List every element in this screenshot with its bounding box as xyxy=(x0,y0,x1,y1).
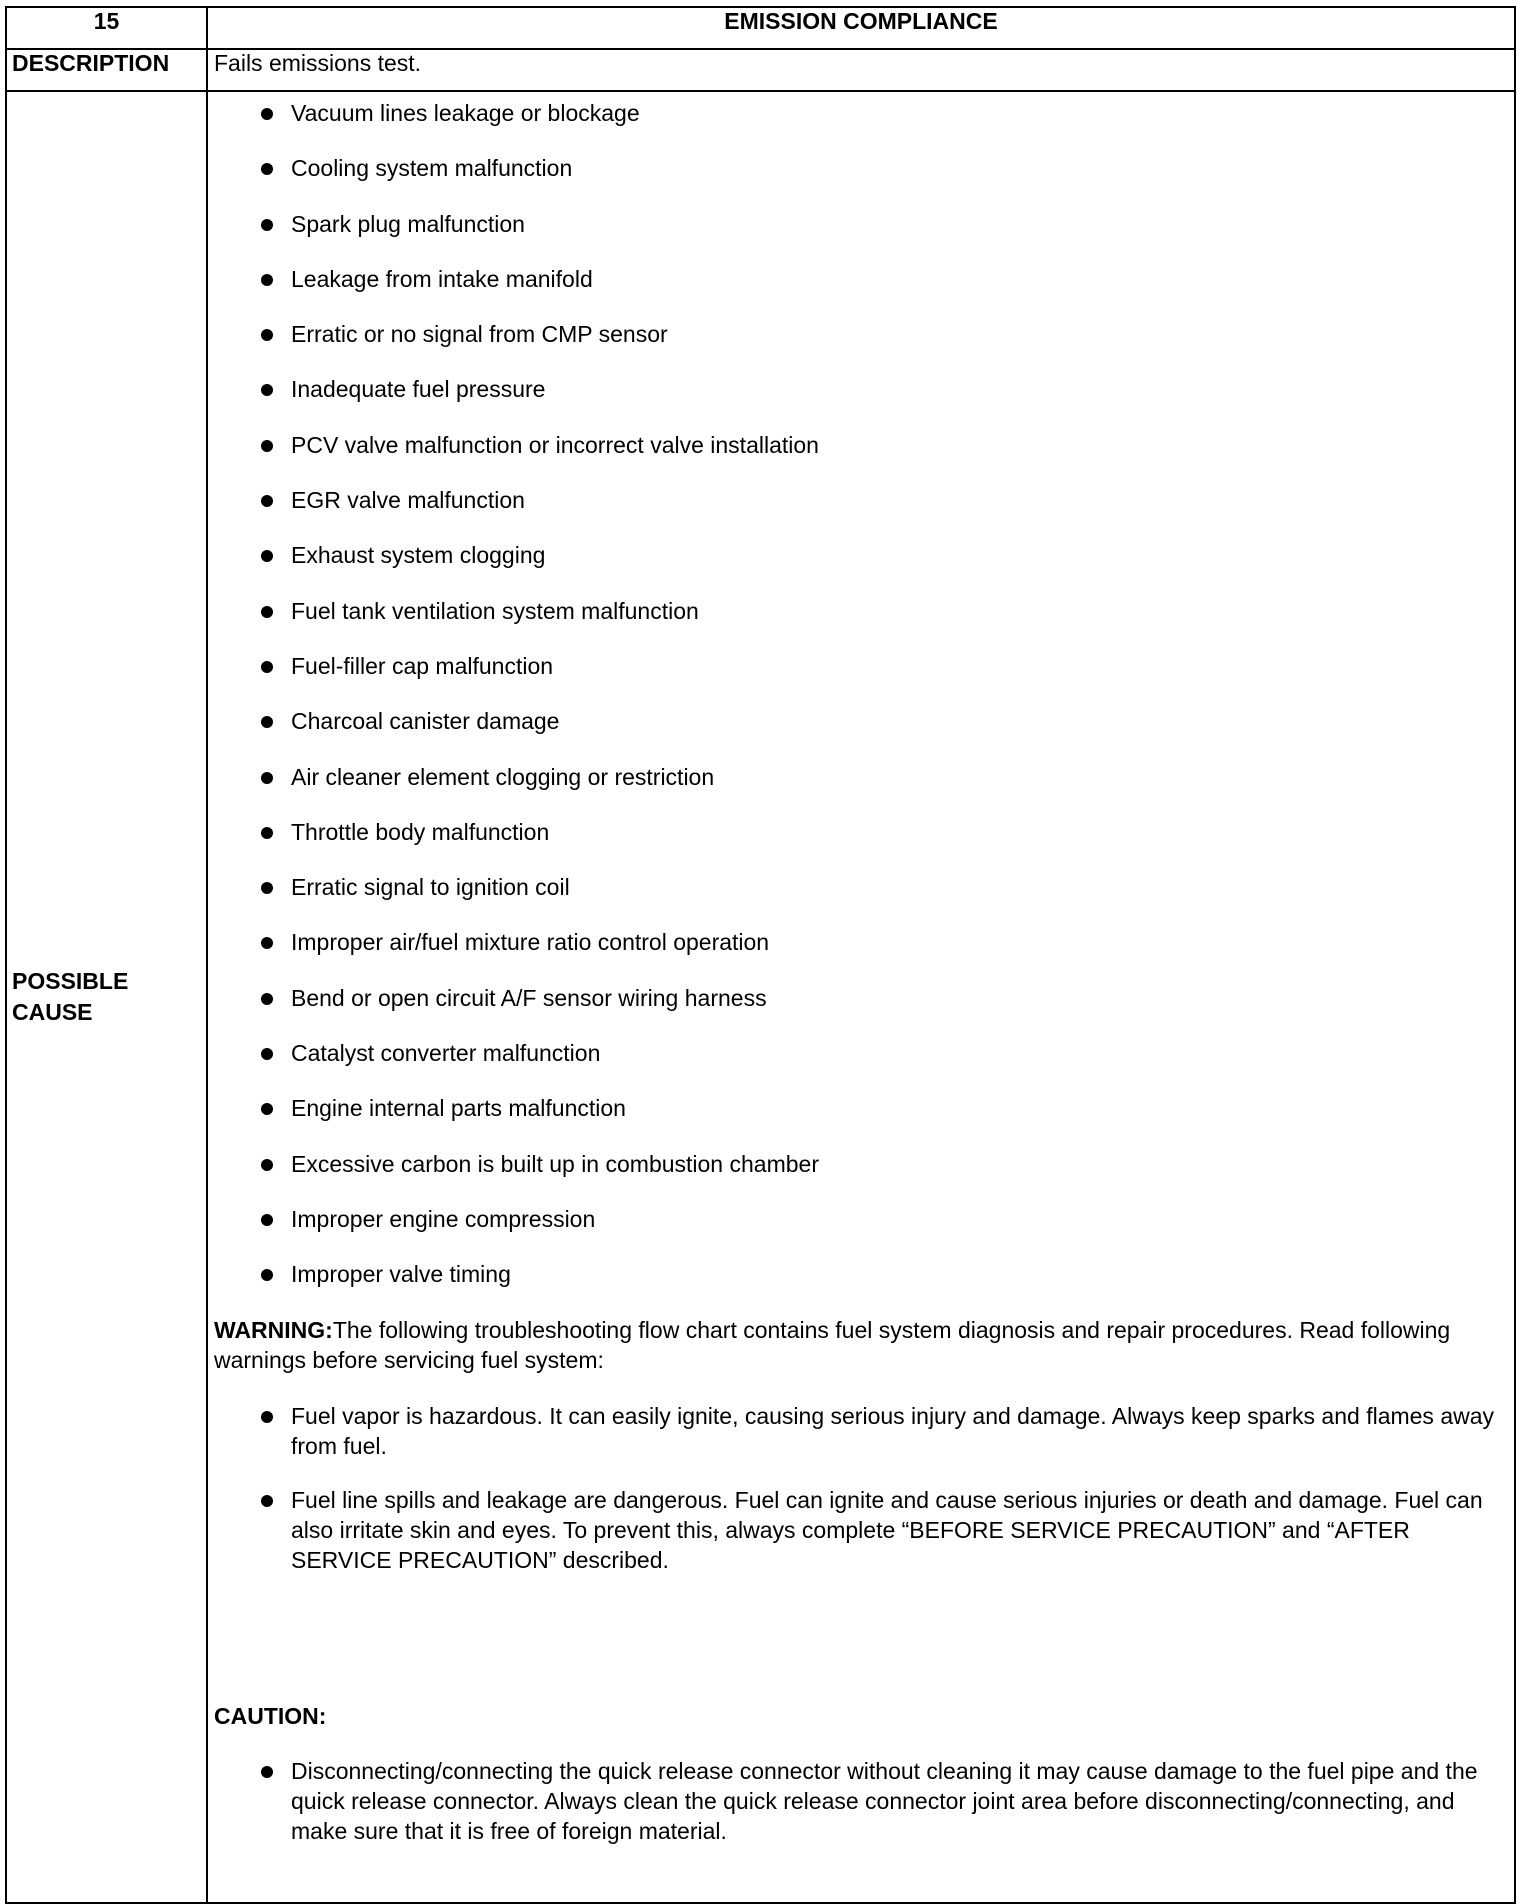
cause-text: PCV valve malfunction or incorrect valve installation xyxy=(291,431,819,458)
list-item xyxy=(214,374,1514,404)
cause-text: Leakage from intake manifold xyxy=(291,265,593,292)
caution-list xyxy=(214,1756,1514,1846)
cause-text: Erratic signal to ignition coil xyxy=(291,874,570,901)
list-item xyxy=(214,872,1514,902)
bullet-icon xyxy=(261,495,273,507)
cause-text: Fuel-filler cap malfunction xyxy=(291,652,554,679)
list-item xyxy=(214,98,1514,128)
list-item xyxy=(214,153,1514,183)
cause-text: Cooling system malfunction xyxy=(291,155,573,182)
bullet-icon xyxy=(261,606,273,618)
cause-text: EGR valve malfunction xyxy=(291,487,525,514)
description-label: DESCRIPTION xyxy=(6,49,207,91)
cause-text: Spark plug malfunction xyxy=(291,210,525,237)
bullet-icon xyxy=(261,108,273,120)
bullet-icon xyxy=(261,1048,273,1060)
warning-block xyxy=(214,1315,1514,1375)
cause-text: Charcoal canister damage xyxy=(291,708,560,735)
list-item xyxy=(214,1204,1514,1234)
cause-text: Bend or open circuit A/F sensor wiring harness xyxy=(291,984,767,1011)
possible-cause-label xyxy=(6,91,207,1903)
cause-text: Improper engine compression xyxy=(291,1205,596,1232)
possible-cause-label-line1: POSSIBLE xyxy=(12,968,129,994)
step-number: 15 xyxy=(6,7,207,49)
list-item xyxy=(214,1093,1514,1123)
cause-list xyxy=(214,92,1514,1289)
cause-text: Improper air/fuel mixture ratio control operation xyxy=(291,929,770,956)
list-item xyxy=(214,1756,1514,1846)
cause-text: Improper valve timing xyxy=(291,1261,511,1288)
bullet-icon xyxy=(261,550,273,562)
description-row xyxy=(6,49,1515,91)
warning-list xyxy=(214,1401,1514,1575)
list-item xyxy=(214,1149,1514,1179)
bullet-icon xyxy=(261,329,273,341)
warning-item-text: Fuel vapor is hazardous. It can easily ignite, causing serious injury and damage. Always keep sparks and flames away from fuel. xyxy=(291,1402,1495,1459)
cause-text: Fuel tank ventilation system malfunction xyxy=(291,597,699,624)
bullet-icon xyxy=(261,882,273,894)
list-item xyxy=(214,817,1514,847)
list-item xyxy=(214,983,1514,1013)
bullet-icon xyxy=(261,219,273,231)
bullet-icon xyxy=(261,661,273,673)
list-item xyxy=(214,1485,1514,1575)
cause-text: Engine internal parts malfunction xyxy=(291,1095,626,1122)
warning-item-text: Fuel line spills and leakage are dangerous. Fuel can ignite and cause serious injuries or death and damage. Fuel can also irritate skin and eyes. To prevent this, always complete “BEFORE SERVICE PRECAUTION” and “AFTER SERVICE PRECAUTION” described. xyxy=(291,1486,1483,1573)
cause-text: Erratic or no signal from CMP sensor xyxy=(291,321,668,348)
cause-text: Exhaust system clogging xyxy=(291,542,546,569)
list-item xyxy=(214,264,1514,294)
list-item xyxy=(214,1038,1514,1068)
list-item xyxy=(214,927,1514,957)
caution-block xyxy=(214,1701,1514,1731)
table-title: EMISSION COMPLIANCE xyxy=(207,7,1515,49)
bullet-icon xyxy=(261,1214,273,1226)
warning-label: WARNING: xyxy=(214,1316,333,1343)
header-row xyxy=(6,7,1515,49)
caution-label: CAUTION: xyxy=(214,1702,327,1729)
bullet-icon xyxy=(261,274,273,286)
list-item xyxy=(214,319,1514,349)
bullet-icon xyxy=(261,772,273,784)
cause-text: Vacuum lines leakage or blockage xyxy=(291,100,640,126)
list-item xyxy=(214,651,1514,681)
list-item xyxy=(214,430,1514,460)
cause-text: Catalyst converter malfunction xyxy=(291,1040,601,1067)
bullet-icon xyxy=(261,384,273,396)
bullet-icon xyxy=(261,827,273,839)
list-item xyxy=(214,762,1514,792)
cause-text: Air cleaner element clogging or restriction xyxy=(291,763,715,790)
bullet-icon xyxy=(261,993,273,1005)
bullet-icon xyxy=(261,163,273,175)
cause-text: Throttle body malfunction xyxy=(291,818,550,845)
cause-text: Excessive carbon is built up in combustion chamber xyxy=(291,1150,819,1177)
bullet-icon xyxy=(261,1495,273,1507)
list-item xyxy=(214,209,1514,239)
bullet-icon xyxy=(261,1411,273,1423)
description-value: Fails emissions test. xyxy=(207,49,1515,91)
bullet-icon xyxy=(261,937,273,949)
list-item xyxy=(214,1401,1514,1461)
caution-item-text: Disconnecting/connecting the quick release connector without cleaning it may cause damage to the fuel pipe and the quick release connector. Always clean the quick release connector joint area before disconnecting/connecting, and make sure that it is free of foreign material. xyxy=(291,1757,1478,1844)
possible-cause-row xyxy=(6,91,1515,1903)
list-item xyxy=(214,706,1514,736)
bullet-icon xyxy=(261,1269,273,1281)
bullet-icon xyxy=(261,1766,273,1778)
list-item xyxy=(214,1259,1514,1289)
warning-text: The following troubleshooting flow chart contains fuel system diagnosis and repair procedures. Read following warnings before servicing fuel system: xyxy=(214,1316,1451,1373)
bullet-icon xyxy=(261,1159,273,1171)
list-item xyxy=(214,540,1514,570)
bullet-icon xyxy=(261,1103,273,1115)
cause-text: Inadequate fuel pressure xyxy=(291,376,546,403)
possible-cause-label-line2: CAUSE xyxy=(12,999,93,1025)
possible-cause-content xyxy=(207,91,1515,1903)
bullet-icon xyxy=(261,440,273,452)
list-item xyxy=(214,596,1514,626)
emission-compliance-table xyxy=(5,6,1516,1904)
bullet-icon xyxy=(261,716,273,728)
list-item xyxy=(214,485,1514,515)
